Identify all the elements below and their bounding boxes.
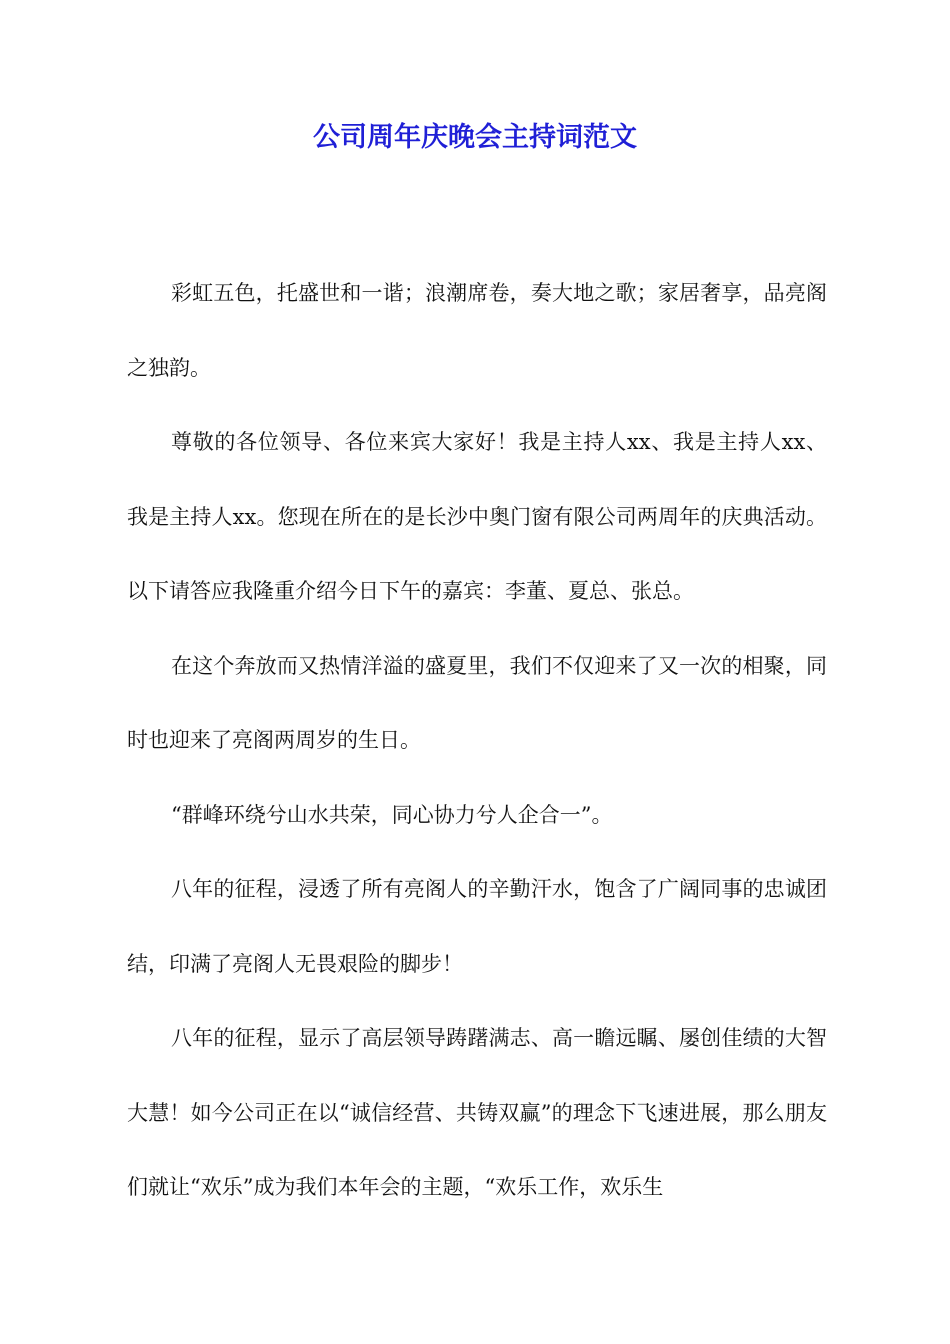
document-body <box>127 256 827 1225</box>
paragraph-opening: 彩虹五色，托盛世和一谐；浪潮席卷，奏大地之歌；家居奢享，品亮阁之独韵。 <box>127 281 827 380</box>
document-title: 公司周年庆晚会主持词范文 <box>313 122 637 153</box>
paragraph-summer: 在这个奔放而又热情洋溢的盛夏里，我们不仅迎来了又一次的相聚，同时也迎来了亮阁两周岁的生日。 <box>127 653 827 752</box>
paragraph-journey-1: 八年的征程，浸透了所有亮阁人的辛勤汗水，饱含了广阔同事的忠诚团结，印满了亮阁人无畏艰险的脚步！ <box>127 877 827 976</box>
paragraph-journey-2: 八年的征程，显示了高层领导踌躇满志、高一瞻远瞩、屡创佳绩的大智大慧！如今公司正在以“诚信经营、共铸双赢”的理念下飞速进展，那么朋友们就让“欢乐”成为我们本年会的主题，“欢乐工作，欢乐生 <box>127 1026 827 1199</box>
paragraph-greeting: 尊敬的各位领导、各位来宾大家好！我是主持人xx、我是主持人xx、我是主持人xx。您现在所在的是长沙中奥门窗有限公司两周年的庆典活动。以下请答应我隆重介绍今日下午的嘉宾：李董、夏总、张总。 <box>127 430 827 603</box>
paragraph-quote: “群峰环绕兮山水共荣，同心协力兮人企合一”。 <box>171 802 613 827</box>
